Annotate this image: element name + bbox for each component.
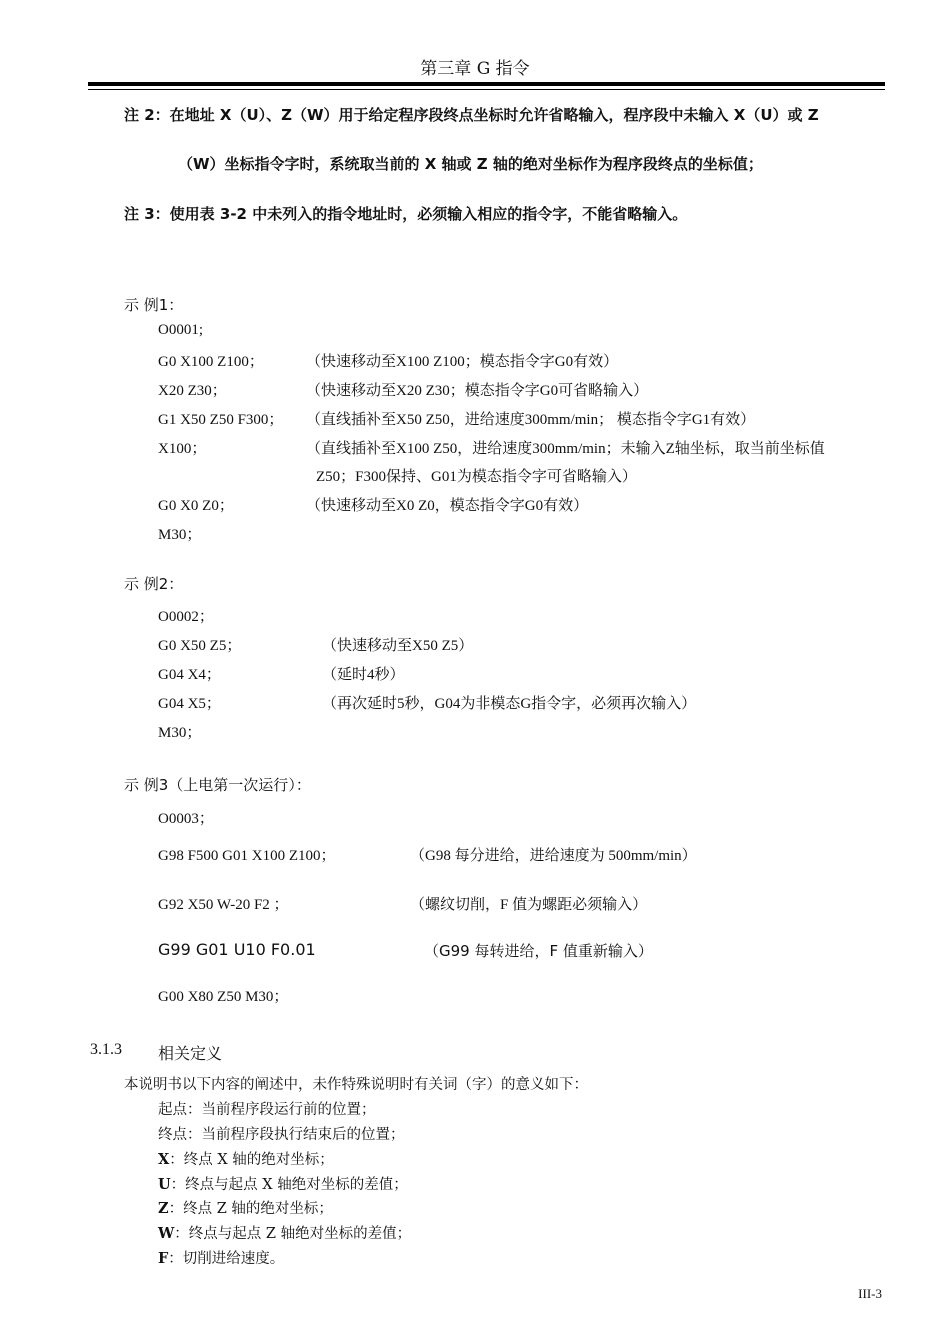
example-1-code-line: G1 X50 Z50 F300； — [158, 412, 284, 428]
definition-item — [158, 1173, 408, 1194]
section-intro: 本说明书以下内容的阐述中，未作特殊说明时有关词（字）的意义如下： — [124, 1077, 588, 1093]
example-1-comment: （快速移动至X100 Z100；模态指令字G0有效） — [306, 354, 619, 370]
example-3-comment: （螺纹切削，F 值为螺距必须输入） — [410, 897, 648, 913]
example-2-code-line: G04 X4； — [158, 667, 221, 683]
definition-item — [158, 1197, 333, 1218]
note-2-line-1: 注 2：在地址 X（U）、Z（W）用于给定程序段终点坐标时允许省略输入，程序段中未输入 X（U）或 Z — [124, 106, 819, 124]
example-2-code-line: G04 X5； — [158, 696, 221, 712]
definition-item — [158, 1148, 334, 1169]
example-1-comment-continued: Z50；F300保持、G01为模态指令字可省略输入） — [316, 469, 637, 485]
definition-text: ：终点 Z 轴的绝对坐标； — [168, 1201, 333, 1217]
definition-term: W — [158, 1225, 175, 1242]
example-1-code-line: O0001; — [158, 322, 203, 338]
page-number: III-3 — [858, 1286, 882, 1301]
definition-text: ：终点 X 轴的绝对坐标； — [169, 1152, 334, 1168]
definition-term: U — [158, 1176, 171, 1193]
definition-item — [158, 1247, 284, 1268]
example-2-code-line: G0 X50 Z5； — [158, 638, 242, 654]
example-3-code-line: G92 X50 W-20 F2 ； — [158, 897, 289, 913]
definition-text: 终点：当前程序段执行结束后的位置； — [158, 1127, 405, 1143]
example-3-code-line: O0003； — [158, 811, 214, 827]
definition-term: F — [158, 1250, 169, 1267]
example-2-comment: （快速移动至X50 Z5） — [322, 638, 474, 654]
example-2-comment: （延时4秒） — [322, 667, 405, 683]
example-1-code-line: G0 X0 Z0； — [158, 498, 234, 514]
example-1-comment: （快速移动至X20 Z30；模态指令字G0可省略输入） — [306, 383, 649, 399]
definition-item — [158, 1222, 411, 1243]
example-3-heading: 示 例3（上电第一次运行）： — [124, 776, 311, 794]
example-3-comment: （G98 每分进给，进给速度为 500mm/min） — [410, 848, 697, 864]
note-3: 注 3：使用表 3-2 中未列入的指令地址时，必须输入相应的指令字，不能省略输入。 — [124, 205, 688, 223]
example-1-comment: （直线插补至X100 Z50，进给速度300mm/min；未输入Z轴坐标，取当前坐标值 — [306, 441, 825, 457]
definition-text: 起点：当前程序段运行前的位置； — [158, 1102, 376, 1118]
example-1-code-line: X20 Z30； — [158, 383, 227, 399]
example-2-code-line: O0002； — [158, 609, 214, 625]
example-3-comment: （G99 每转进给，F 值重新输入） — [424, 942, 653, 960]
example-2-heading: 示 例2： — [124, 575, 184, 593]
note-2-line-2: （W）坐标指令字时，系统取当前的 X 轴或 Z 轴的绝对坐标作为程序段终点的坐标值； — [178, 155, 763, 173]
example-1-code-line: M30； — [158, 527, 202, 543]
example-1-code-line: X100； — [158, 441, 207, 457]
section-number: 3.1.3 — [90, 1041, 122, 1058]
definition-item — [158, 1098, 376, 1119]
definition-term: X — [158, 1151, 170, 1168]
example-1-comment: （快速移动至X0 Z0，模态指令字G0有效） — [306, 498, 589, 514]
header-rule-thin — [88, 89, 885, 90]
page-header-title: 第三章 G 指令 — [420, 59, 530, 79]
example-3-code-line: G98 F500 G01 X100 Z100； — [158, 848, 336, 864]
header-rule-thick — [88, 82, 885, 86]
example-1-comment: （直线插补至X50 Z50，进给速度300mm/min； 模态指令字G1有效） — [306, 412, 756, 428]
definition-item — [158, 1123, 405, 1144]
example-1-code-line: G0 X100 Z100； — [158, 354, 264, 370]
example-2-comment: （再次延时5秒，G04为非模态G指令字，必须再次输入） — [322, 696, 697, 712]
example-3-code-line: G00 X80 Z50 M30； — [158, 989, 289, 1005]
example-1-heading: 示 例1： — [124, 296, 184, 314]
definition-text: ：终点与起点 Z 轴绝对坐标的差值； — [174, 1226, 412, 1242]
section-title: 相关定义 — [158, 1046, 223, 1063]
example-3-code-line: G99 G01 U10 F0.01 — [158, 940, 316, 959]
definition-text: ：切削进给速度。 — [168, 1251, 285, 1267]
definition-text: ：终点与起点 X 轴绝对坐标的差值； — [170, 1177, 408, 1193]
example-2-code-line: M30； — [158, 725, 202, 741]
definition-term: Z — [158, 1200, 169, 1217]
